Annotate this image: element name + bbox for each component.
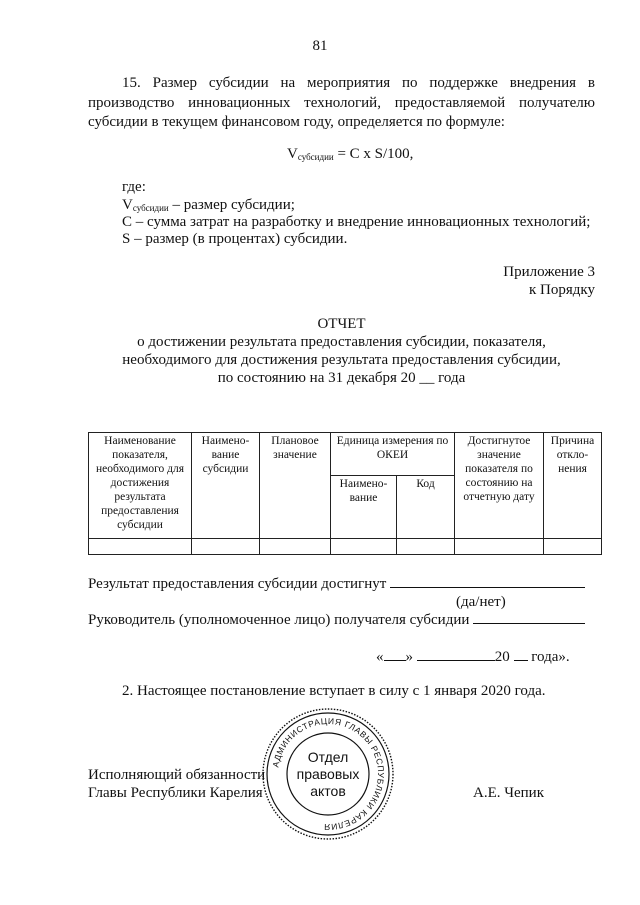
result-label: Результат предоставления субсидии достигнут (88, 576, 387, 592)
date-month-field[interactable] (417, 646, 495, 661)
report-line1: о достижении результата предоставления субсидии, показателя, (137, 334, 546, 350)
signature-title-line1: Исполняющий обязанности (88, 767, 266, 783)
header-achieved-value: Достигнутое значение показателя по состоянию на отчетную дату (455, 433, 544, 539)
table-cell[interactable] (544, 538, 602, 554)
header-unit-name: Наимено-вание (331, 476, 397, 539)
report-table (88, 432, 602, 555)
result-line (88, 573, 585, 594)
header-subsidy-name: Наимено-вание субсидии (192, 433, 260, 539)
stamp-ring-text: АДМИНИСТРАЦИЯ ГЛАВЫ РЕСПУБЛИКИ КАРЕЛИЯ (270, 715, 387, 833)
head-signature-field[interactable] (473, 609, 585, 624)
stamp-line3: актов (310, 783, 346, 799)
head-label: Руководитель (уполномоченное лицо) получателя субсидии (88, 612, 470, 628)
head-line (88, 609, 585, 630)
table-cell[interactable] (331, 538, 397, 554)
table-cell[interactable] (397, 538, 455, 554)
header-unit: Единица измерения по ОКЕИ (331, 433, 455, 476)
table-row (89, 538, 602, 554)
where-c: C – сумма затрат на разработку и внедрение инновационных технологий; (122, 214, 591, 230)
report-title: ОТЧЕТ (317, 316, 366, 332)
table-cell[interactable] (455, 538, 544, 554)
result-hint: (да/нет) (456, 594, 506, 610)
where-s: S – размер (в процентах) субсидии. (122, 231, 348, 247)
page-number: 81 (312, 38, 328, 54)
appendix-line1: Приложение 3 (503, 264, 595, 280)
date-year-field[interactable] (514, 646, 528, 661)
stamp-line1: Отдел (307, 749, 349, 765)
table-cell[interactable] (89, 538, 192, 554)
header-deviation-reason: Причина откло-нения (544, 433, 602, 539)
header-planned-value: Плановое значение (260, 433, 331, 539)
report-line2: необходимого для достижения результата предоставления субсидии, (122, 352, 561, 368)
where-label: где: (122, 179, 146, 195)
para15-line3: субсидии в текущем финансовом году, определяется по формуле: (88, 114, 505, 130)
date-day-field[interactable] (384, 646, 406, 661)
date-line: « » 20 года». (376, 646, 570, 667)
para15-line1: 15. Размер субсидии на мероприятия по поддержке внедрения в (122, 75, 595, 91)
header-unit-code: Код (397, 476, 455, 539)
appendix-line2: к Порядку (529, 282, 595, 298)
formula: $V_{субсидии} = C$ x S/100, (287, 146, 414, 162)
header-indicator: Наименование показателя, необходимого для достижения результата предоставления субсидии (89, 433, 192, 539)
signature-name: А.Е. Чепик (473, 785, 544, 801)
stamp-line2: правовых (296, 766, 360, 782)
report-line3: по состоянию на 31 декабря 20 __ года (217, 370, 466, 386)
result-field[interactable] (390, 573, 585, 588)
table-cell[interactable] (192, 538, 260, 554)
official-stamp (260, 706, 396, 842)
signature-title-line2: Главы Республики Карелия (88, 785, 263, 801)
para15-line2: производство инновационных технологий, предоставляемой получателю (88, 95, 595, 111)
table-cell[interactable] (260, 538, 331, 554)
para2: 2. Настоящее постановление вступает в силу с 1 января 2020 года. (122, 683, 546, 699)
where-v: $V_{субсидии}$ – размер субсидии; (122, 197, 295, 213)
